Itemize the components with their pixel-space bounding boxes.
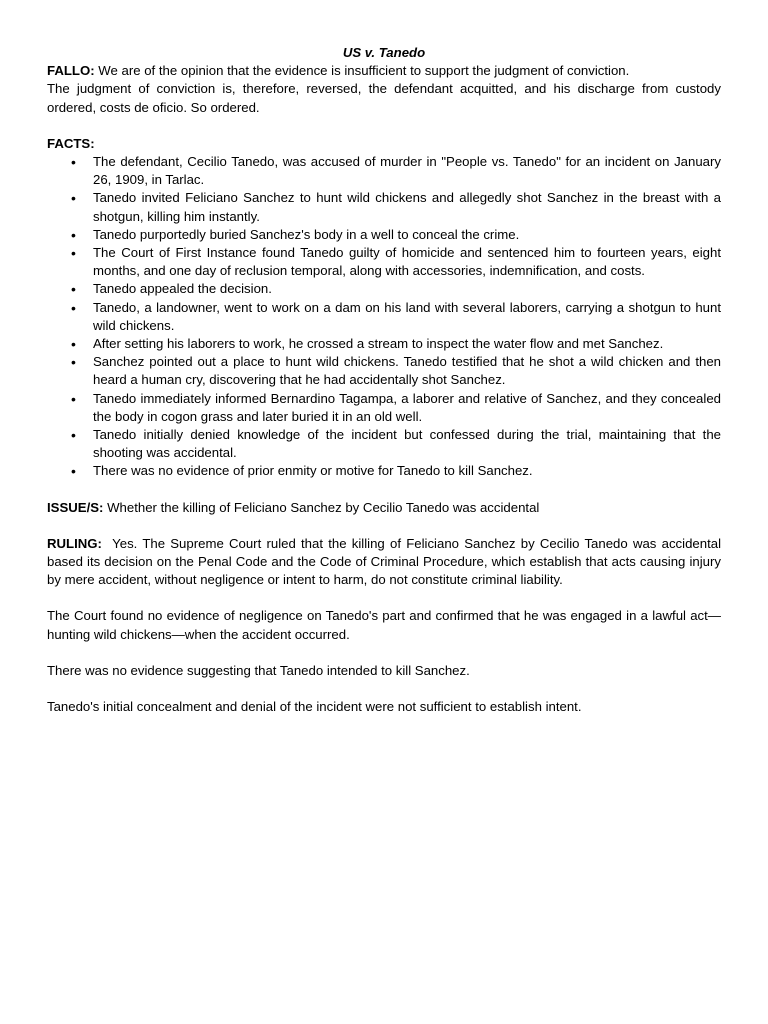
fallo-paragraph [47, 62, 721, 80]
fact-item [47, 299, 721, 335]
spacer [47, 117, 721, 135]
bullet-icon: • [71, 336, 76, 353]
fact-text: The defendant, Cecilio Tanedo, was accused of murder in "People vs. Tanedo" for an incident on January 26, 1909, in Tarlac. [93, 154, 721, 188]
fact-text: Tanedo initially denied knowledge of the incident but confessed during the trial, maintaining that the shooting was accidental. [93, 427, 721, 461]
bullet-icon: • [71, 154, 76, 171]
ruling-paragraph-negligence: The Court found no evidence of negligence on Tanedo's part and confirmed that he was engaged in a lawful act—hunting wild chickens—when the accident occurred. [47, 608, 721, 642]
fact-item [47, 153, 721, 189]
fact-item [47, 189, 721, 225]
bullet-icon: • [71, 226, 76, 243]
facts-list [47, 153, 721, 481]
facts-heading [47, 135, 721, 153]
fallo-text: We are of the opinion that the evidence is insufficient to support the judgment of conviction. [94, 63, 630, 79]
fact-item [47, 335, 721, 353]
facts-label: FACTS: [47, 135, 95, 151]
bullet-icon: • [71, 245, 76, 262]
fact-text: Sanchez pointed out a place to hunt wild chickens. Tanedo testified that he shot a wild chicken and then heard a human cry, discovering that he had accidentally shot Sanchez. [93, 354, 721, 388]
fact-text: Tanedo, a landowner, went to work on a dam on his land with several laborers, carrying a shotgun to hunt wild chickens. [93, 299, 721, 333]
fact-text: After setting his laborers to work, he crossed a stream to inspect the water flow and met Sanchez. [93, 336, 664, 352]
ruling-label: RULING: [47, 535, 102, 551]
fact-text: The Court of First Instance found Tanedo guilty of homicide and sentenced him to fourteen years, eight months, and one day of reclusion temporal, along with accessories, indemnification, and costs. [93, 245, 721, 279]
bullet-icon: • [71, 354, 76, 371]
fact-item [47, 462, 721, 480]
ruling-paragraph-intent: There was no evidence suggesting that Tanedo intended to kill Sanchez. [47, 662, 470, 678]
fallo-text-continued: The judgment of conviction is, therefore, reversed, the defendant acquitted, and his discharge from custody ordered, costs de oficio. So ordered. [47, 81, 721, 115]
fact-text: Tanedo purportedly buried Sanchez's body in a well to conceal the crime. [93, 226, 520, 242]
spacer [47, 680, 721, 698]
fallo-label: FALLO: [47, 63, 95, 79]
bullet-icon: • [71, 299, 76, 316]
fact-item [47, 426, 721, 462]
issue-label: ISSUE/S: [47, 499, 104, 515]
fact-text: Tanedo appealed the decision. [93, 281, 272, 297]
ruling-text: Yes. The Supreme Court ruled that the killing of Feliciano Sanchez by Cecilio Tanedo was accidental based its decision on the Penal Code and the Code of Criminal Procedure, which establish that acts causing injury by mere accident, without negligence or intent to harm, do not constitute criminal liability. [47, 535, 725, 588]
fact-text: Tanedo immediately informed Bernardino Tagampa, a laborer and relative of Sanchez, and they concealed the body in cogon grass and later buried it in an old well. [93, 390, 721, 424]
spacer [47, 517, 721, 535]
fact-item [47, 244, 721, 280]
fact-text: Tanedo invited Feliciano Sanchez to hunt wild chickens and allegedly shot Sanchez in the breast with a shotgun, killing him instantly. [93, 190, 721, 224]
bullet-icon: • [71, 390, 76, 407]
issue-paragraph [47, 499, 721, 517]
spacer [47, 481, 721, 499]
bullet-icon: • [71, 427, 76, 444]
fact-item [47, 226, 721, 244]
issue-text: Whether the killing of Feliciano Sanchez by Cecilio Tanedo was accidental [103, 499, 540, 515]
ruling-paragraph [47, 535, 725, 590]
fact-text: There was no evidence of prior enmity or motive for Tanedo to kill Sanchez. [93, 463, 533, 479]
fact-item [47, 353, 721, 389]
spacer [47, 644, 721, 662]
ruling-paragraph-concealment: Tanedo's initial concealment and denial of the incident were not sufficient to establish intent. [47, 699, 582, 715]
bullet-icon: • [71, 463, 76, 480]
fact-item [47, 390, 721, 426]
bullet-icon: • [71, 281, 76, 298]
fact-item [47, 280, 721, 298]
bullet-icon: • [71, 190, 76, 207]
case-title: US v. Tanedo [342, 45, 426, 60]
spacer [47, 589, 721, 607]
